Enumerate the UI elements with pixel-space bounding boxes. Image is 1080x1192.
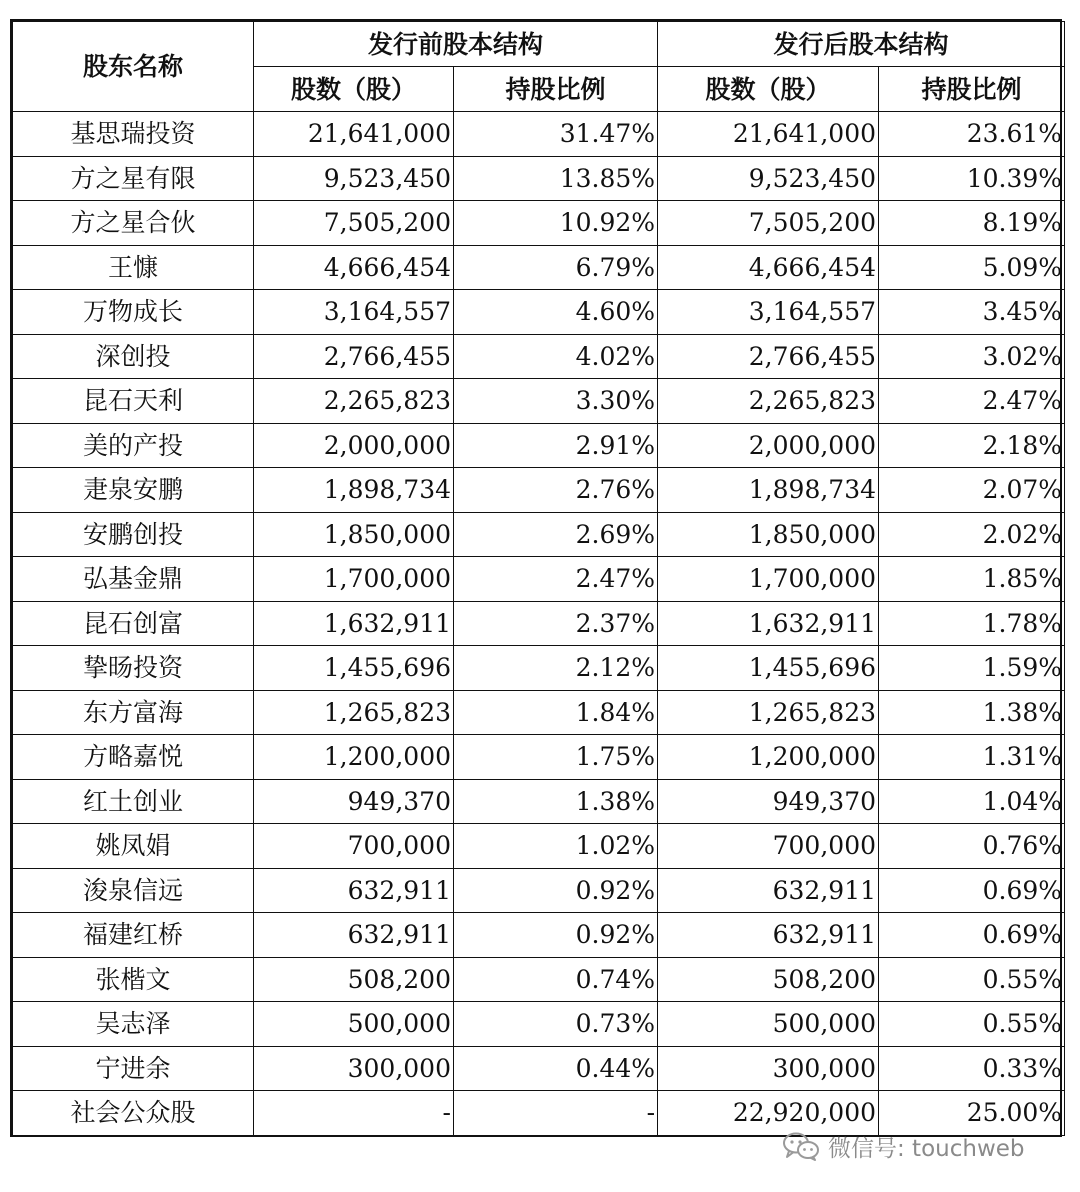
cell-shareholder-name: 昆石天利 xyxy=(13,379,254,424)
cell-shareholder-name: 方之星合伙 xyxy=(13,201,254,246)
cell-shareholder-name: 福建红桥 xyxy=(13,913,254,958)
cell-ratio-after: 1.59% xyxy=(879,646,1065,691)
shareholding-table-container xyxy=(10,19,1062,1137)
cell-ratio-after: 23.61% xyxy=(879,112,1065,157)
cell-shares-before: 632,911 xyxy=(254,868,454,913)
cell-ratio-after: 2.47% xyxy=(879,379,1065,424)
cell-shareholder-name: 东方富海 xyxy=(13,690,254,735)
table-row xyxy=(13,468,1065,513)
table-row xyxy=(13,512,1065,557)
cell-shareholder-name: 姚凤娟 xyxy=(13,824,254,869)
table-row xyxy=(13,868,1065,913)
table-row xyxy=(13,112,1065,157)
cell-shares-before: 2,000,000 xyxy=(254,423,454,468)
cell-shares-before: 632,911 xyxy=(254,913,454,958)
cell-shares-before: 508,200 xyxy=(254,957,454,1002)
cell-shares-after: 300,000 xyxy=(658,1046,879,1091)
cell-ratio-after: 1.78% xyxy=(879,601,1065,646)
table-row xyxy=(13,824,1065,869)
cell-shareholder-name: 方略嘉悦 xyxy=(13,735,254,780)
header-group-after-issuance: 发行后股本结构 xyxy=(658,22,1065,67)
cell-ratio-after: 1.04% xyxy=(879,779,1065,824)
cell-ratio-after: 0.55% xyxy=(879,957,1065,1002)
cell-ratio-before: 2.37% xyxy=(454,601,658,646)
cell-shares-before: 1,265,823 xyxy=(254,690,454,735)
cell-ratio-before: 2.69% xyxy=(454,512,658,557)
cell-ratio-after: 1.85% xyxy=(879,557,1065,602)
cell-ratio-before: - xyxy=(454,1091,658,1136)
cell-ratio-before: 31.47% xyxy=(454,112,658,157)
cell-ratio-before: 3.30% xyxy=(454,379,658,424)
cell-shares-before: 1,632,911 xyxy=(254,601,454,646)
table-body xyxy=(13,112,1065,1136)
cell-ratio-before: 0.73% xyxy=(454,1002,658,1047)
cell-shares-before: 300,000 xyxy=(254,1046,454,1091)
cell-shares-before: 1,850,000 xyxy=(254,512,454,557)
table-row xyxy=(13,290,1065,335)
cell-shareholder-name: 弘基金鼎 xyxy=(13,557,254,602)
cell-shareholder-name: 方之星有限 xyxy=(13,156,254,201)
cell-shares-after: 4,666,454 xyxy=(658,245,879,290)
cell-ratio-after: 0.69% xyxy=(879,868,1065,913)
table-row xyxy=(13,646,1065,691)
table-row xyxy=(13,735,1065,780)
cell-ratio-before: 2.12% xyxy=(454,646,658,691)
cell-shares-after: 1,265,823 xyxy=(658,690,879,735)
cell-shares-after: 2,766,455 xyxy=(658,334,879,379)
cell-ratio-after: 3.45% xyxy=(879,290,1065,335)
cell-ratio-after: 1.31% xyxy=(879,735,1065,780)
table-row xyxy=(13,423,1065,468)
cell-shares-after: 7,505,200 xyxy=(658,201,879,246)
cell-ratio-after: 8.19% xyxy=(879,201,1065,246)
cell-ratio-before: 1.75% xyxy=(454,735,658,780)
cell-shareholder-name: 吴志泽 xyxy=(13,1002,254,1047)
cell-shares-before: 2,766,455 xyxy=(254,334,454,379)
cell-shareholder-name: 美的产投 xyxy=(13,423,254,468)
table-row xyxy=(13,379,1065,424)
cell-ratio-after: 5.09% xyxy=(879,245,1065,290)
cell-shares-before: 1,898,734 xyxy=(254,468,454,513)
cell-ratio-before: 0.92% xyxy=(454,913,658,958)
cell-shares-before: 2,265,823 xyxy=(254,379,454,424)
table-row xyxy=(13,201,1065,246)
table-row xyxy=(13,601,1065,646)
cell-shareholder-name: 基思瑞投资 xyxy=(13,112,254,157)
cell-ratio-before: 1.02% xyxy=(454,824,658,869)
cell-ratio-after: 0.69% xyxy=(879,913,1065,958)
cell-ratio-before: 4.60% xyxy=(454,290,658,335)
cell-shareholder-name: 宁进余 xyxy=(13,1046,254,1091)
cell-shareholder-name: 疌泉安鹏 xyxy=(13,468,254,513)
cell-shares-before: 1,200,000 xyxy=(254,735,454,780)
cell-shares-before: 9,523,450 xyxy=(254,156,454,201)
table-row xyxy=(13,245,1065,290)
cell-ratio-after: 0.33% xyxy=(879,1046,1065,1091)
cell-shares-after: 21,641,000 xyxy=(658,112,879,157)
shareholding-structure-table xyxy=(12,21,1065,1136)
table-row xyxy=(13,557,1065,602)
cell-shares-before: 4,666,454 xyxy=(254,245,454,290)
cell-shareholder-name: 浚泉信远 xyxy=(13,868,254,913)
cell-ratio-before: 0.74% xyxy=(454,957,658,1002)
cell-ratio-after: 2.02% xyxy=(879,512,1065,557)
cell-shares-after: 1,632,911 xyxy=(658,601,879,646)
cell-shareholder-name: 社会公众股 xyxy=(13,1091,254,1136)
cell-shares-after: 1,850,000 xyxy=(658,512,879,557)
cell-shares-before: 7,505,200 xyxy=(254,201,454,246)
header-ratio-before: 持股比例 xyxy=(454,67,658,112)
cell-shares-after: 508,200 xyxy=(658,957,879,1002)
cell-shares-after: 1,898,734 xyxy=(658,468,879,513)
cell-shares-after: 1,200,000 xyxy=(658,735,879,780)
cell-shares-before: 1,700,000 xyxy=(254,557,454,602)
cell-shares-after: 22,920,000 xyxy=(658,1091,879,1136)
cell-shares-after: 949,370 xyxy=(658,779,879,824)
cell-shares-before: 21,641,000 xyxy=(254,112,454,157)
table-row xyxy=(13,1046,1065,1091)
cell-shares-after: 500,000 xyxy=(658,1002,879,1047)
cell-shares-after: 632,911 xyxy=(658,868,879,913)
table-row xyxy=(13,334,1065,379)
cell-shareholder-name: 挚旸投资 xyxy=(13,646,254,691)
header-shareholder-name: 股东名称 xyxy=(13,22,254,112)
header-group-before-issuance: 发行前股本结构 xyxy=(254,22,658,67)
cell-shares-before: 3,164,557 xyxy=(254,290,454,335)
cell-shares-after: 2,265,823 xyxy=(658,379,879,424)
wechat-icon xyxy=(782,1131,820,1161)
cell-shareholder-name: 深创投 xyxy=(13,334,254,379)
header-ratio-after: 持股比例 xyxy=(879,67,1065,112)
header-shares-before: 股数（股） xyxy=(254,67,454,112)
cell-shares-after: 632,911 xyxy=(658,913,879,958)
table-row xyxy=(13,690,1065,735)
cell-ratio-before: 2.91% xyxy=(454,423,658,468)
cell-shares-before: 949,370 xyxy=(254,779,454,824)
cell-ratio-before: 0.92% xyxy=(454,868,658,913)
cell-shares-before: 700,000 xyxy=(254,824,454,869)
cell-shares-after: 2,000,000 xyxy=(658,423,879,468)
cell-ratio-after: 25.00% xyxy=(879,1091,1065,1136)
table-row xyxy=(13,957,1065,1002)
cell-ratio-after: 0.76% xyxy=(879,824,1065,869)
cell-shareholder-name: 王慷 xyxy=(13,245,254,290)
cell-shares-after: 3,164,557 xyxy=(658,290,879,335)
cell-ratio-before: 1.84% xyxy=(454,690,658,735)
cell-ratio-after: 0.55% xyxy=(879,1002,1065,1047)
cell-ratio-before: 1.38% xyxy=(454,779,658,824)
cell-ratio-after: 1.38% xyxy=(879,690,1065,735)
cell-shares-after: 1,700,000 xyxy=(658,557,879,602)
cell-shares-before: 1,455,696 xyxy=(254,646,454,691)
table-row xyxy=(13,156,1065,201)
cell-shares-before: - xyxy=(254,1091,454,1136)
cell-shares-before: 500,000 xyxy=(254,1002,454,1047)
cell-ratio-before: 2.76% xyxy=(454,468,658,513)
cell-shareholder-name: 红土创业 xyxy=(13,779,254,824)
cell-ratio-after: 3.02% xyxy=(879,334,1065,379)
table-row xyxy=(13,1002,1065,1047)
watermark-text: 微信号: touchweb xyxy=(828,1135,1025,1162)
cell-shares-after: 700,000 xyxy=(658,824,879,869)
cell-shareholder-name: 昆石创富 xyxy=(13,601,254,646)
table-row xyxy=(13,913,1065,958)
cell-shares-after: 1,455,696 xyxy=(658,646,879,691)
cell-ratio-before: 13.85% xyxy=(454,156,658,201)
cell-ratio-before: 0.44% xyxy=(454,1046,658,1091)
cell-shareholder-name: 万物成长 xyxy=(13,290,254,335)
cell-ratio-after: 2.07% xyxy=(879,468,1065,513)
cell-ratio-before: 2.47% xyxy=(454,557,658,602)
cell-shareholder-name: 张楷文 xyxy=(13,957,254,1002)
cell-ratio-before: 6.79% xyxy=(454,245,658,290)
cell-ratio-after: 2.18% xyxy=(879,423,1065,468)
cell-shares-after: 9,523,450 xyxy=(658,156,879,201)
cell-ratio-after: 10.39% xyxy=(879,156,1065,201)
cell-shareholder-name: 安鹏创投 xyxy=(13,512,254,557)
cell-ratio-before: 10.92% xyxy=(454,201,658,246)
wechat-watermark xyxy=(782,1128,1062,1164)
table-row xyxy=(13,779,1065,824)
cell-ratio-before: 4.02% xyxy=(454,334,658,379)
table-header-row-1 xyxy=(13,22,1065,67)
header-shares-after: 股数（股） xyxy=(658,67,879,112)
